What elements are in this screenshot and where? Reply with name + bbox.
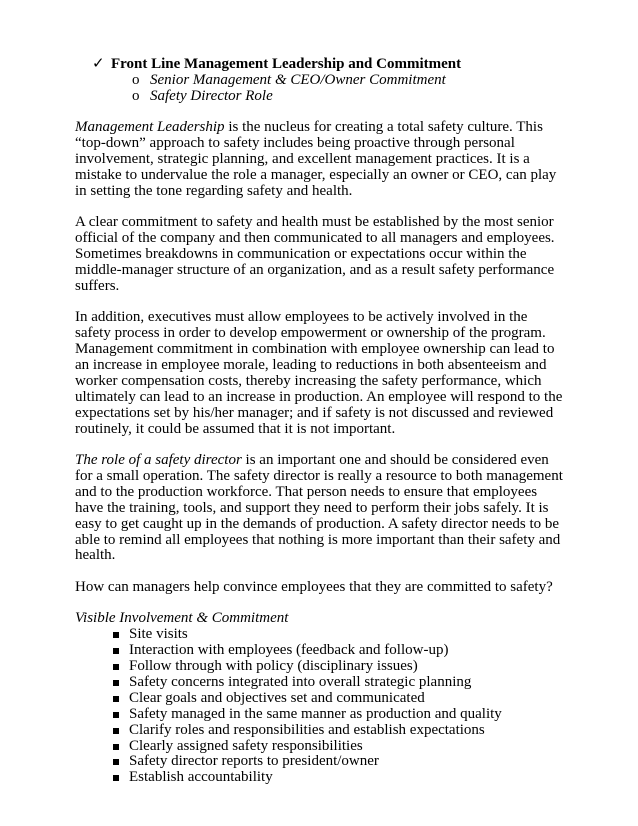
- square-bullet-icon: [113, 775, 119, 781]
- list-item: Safety managed in the same manner as production and quality: [75, 707, 565, 723]
- sub-item-senior-management: o Senior Management & CEO/Owner Commitment: [132, 71, 446, 88]
- involvement-list: [75, 627, 565, 786]
- paragraph-question: How can managers help convince employees that they are committed to safety?: [75, 578, 553, 595]
- square-bullet-icon: [113, 744, 119, 750]
- square-bullet-icon: [113, 728, 119, 734]
- paragraph-executives: In addition, executives must allow employees to be actively involved in the safety process in order to develop empowerment or ownership of the program. Management commitment in combination with employee ownership can lead to an increase in employee morale, leading to reductions in both absenteeism and worker compensation costs, thereby increasing the safety performance, which ultimately can lead to an increase in production. An employee will respond to the expectations set by his/her manager; and if safety is not discussed and reviewed routinely, it could be assumed that it is not important.: [75, 309, 563, 437]
- list-item: Follow through with policy (disciplinary issues): [75, 659, 565, 675]
- document-page: [75, 57, 565, 786]
- square-bullet-icon: [113, 680, 119, 686]
- list-item: Safety director reports to president/owner: [75, 754, 565, 770]
- list-item: Clarify roles and responsibilities and establish expectations: [75, 723, 565, 739]
- square-bullet-icon: [113, 759, 119, 765]
- list-item: Site visits: [75, 627, 565, 643]
- checkmark-icon: ✓: [92, 56, 105, 72]
- square-bullet-icon: [113, 648, 119, 654]
- list-item: Safety concerns integrated into overall strategic planning: [75, 675, 565, 691]
- circle-bullet-icon: o: [132, 87, 140, 104]
- paragraph-safety-director-role: The role of a safety director is an important one and should be considered even for a small operation. The safety director is really a resource to both management and to the production workforce. That person needs to ensure that employees have the training, tools, and support they need to perform their jobs safely. It is easy to get caught up in the demands of production. A safety director needs to be able to remind all employees that nothing is more important than their safety and health.: [75, 452, 563, 564]
- list-item: Interaction with employees (feedback and follow-up): [75, 643, 565, 659]
- square-bullet-icon: [113, 664, 119, 670]
- square-bullet-icon: [113, 632, 119, 638]
- square-bullet-icon: [113, 712, 119, 718]
- list-title: Visible Involvement & Commitment: [75, 610, 289, 627]
- sub-item-safety-director: o Safety Director Role: [132, 87, 273, 104]
- section-heading: [75, 57, 565, 73]
- list-item: Clearly assigned safety responsibilities: [75, 739, 565, 755]
- paragraph-clear-commitment: A clear commitment to safety and health must be established by the most senior official of the company and then communicated to all managers and employees. Sometimes breakdowns in communication or expectations occur within the middle-manager structure of an organization, and as a result safety performance suffers.: [75, 214, 555, 294]
- circle-bullet-icon: o: [132, 71, 140, 88]
- paragraph-management-leadership: Management Leadership is the nucleus for creating a total safety culture. This “top-down” approach to safety includes being proactive through personal involvement, strategic planning, and excellent management practices. It is a mistake to undervalue the role a manager, especially an owner or CEO, can play in setting the tone regarding safety and health.: [75, 119, 557, 199]
- list-item: Clear goals and objectives set and communicated: [75, 691, 565, 707]
- section-heading-title: Front Line Management Leadership and Commitment: [111, 56, 462, 72]
- list-item: Establish accountability: [75, 770, 565, 786]
- square-bullet-icon: [113, 696, 119, 702]
